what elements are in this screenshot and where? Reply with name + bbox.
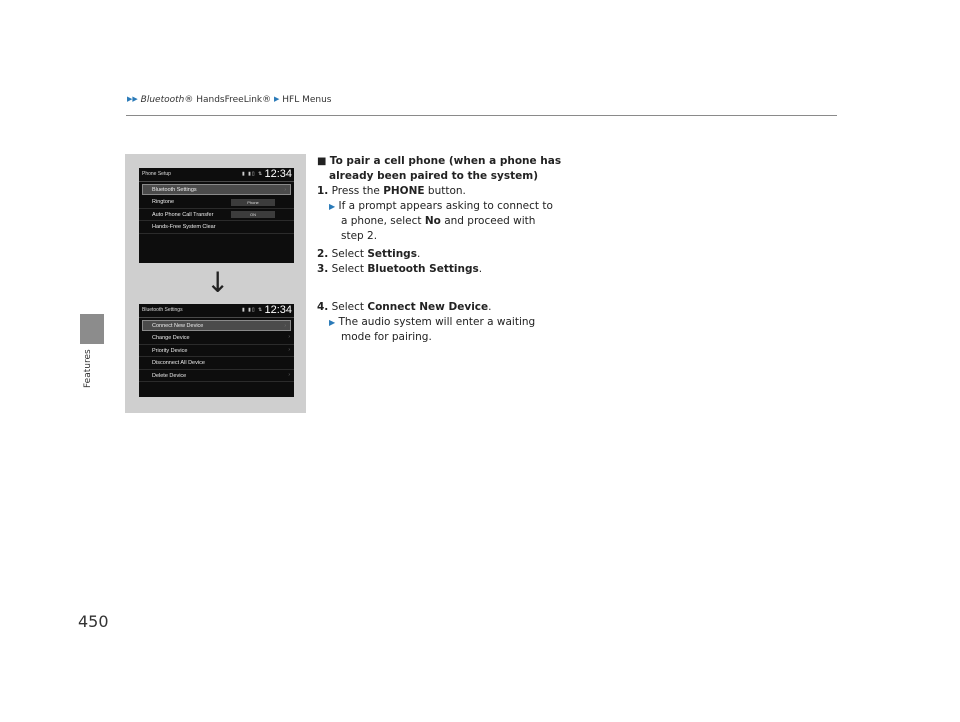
note-bold: No bbox=[424, 215, 441, 227]
breadcrumb-arrow-icon: ▶▶ bbox=[127, 95, 138, 103]
step-1 bbox=[317, 184, 553, 244]
menu-item-bluetooth-settings[interactable] bbox=[142, 184, 291, 195]
step-text: button. bbox=[424, 185, 466, 197]
breadcrumb-part1[interactable]: Bluetooth bbox=[140, 95, 185, 105]
menu-item-label: Disconnect All Device bbox=[152, 360, 205, 366]
menu-item-value: ON bbox=[231, 211, 275, 218]
screen-header bbox=[139, 168, 294, 182]
chevron-right-icon: › bbox=[284, 187, 286, 193]
phone-setup-screen bbox=[139, 168, 294, 263]
section-label: Features bbox=[83, 349, 93, 388]
header-divider bbox=[126, 115, 837, 116]
section-tab bbox=[80, 314, 104, 344]
breadcrumb-arrow-icon: ▶ bbox=[274, 95, 280, 103]
menu-item-priority-device[interactable] bbox=[139, 345, 294, 358]
breadcrumb-part1-suffix[interactable]: ® HandsFreeLink® bbox=[184, 95, 272, 105]
menu-item-change-device[interactable] bbox=[139, 332, 294, 345]
menu-item-disconnect-all[interactable] bbox=[139, 357, 294, 370]
menu-item-system-clear[interactable] bbox=[139, 221, 294, 234]
step-text: . bbox=[478, 263, 483, 275]
step-number: 1. bbox=[317, 185, 329, 197]
bluetooth-settings-screen bbox=[139, 304, 294, 397]
heading-line2: already been paired to the system) bbox=[329, 170, 539, 182]
menu-item-label: Ringtone bbox=[152, 199, 175, 205]
screen-header bbox=[139, 304, 294, 318]
step-bold: Connect New Device bbox=[367, 301, 489, 313]
chevron-right-icon: › bbox=[284, 323, 286, 329]
step-text: . bbox=[488, 301, 492, 313]
step-bold: Settings bbox=[367, 248, 417, 260]
note-arrow-icon: ▶ bbox=[329, 202, 336, 211]
step-bold: Bluetooth Settings bbox=[367, 263, 479, 275]
chevron-right-icon: › bbox=[288, 371, 290, 378]
square-bullet-icon: ■ bbox=[317, 156, 327, 167]
note-text: If a prompt appears asking to connect to bbox=[338, 200, 553, 212]
step-text: Press the bbox=[331, 185, 384, 197]
screen-title: Bluetooth Settings bbox=[142, 307, 183, 313]
breadcrumb bbox=[127, 95, 332, 105]
menu-item-label: Auto Phone Call Transfer bbox=[152, 211, 214, 218]
step-text: Select bbox=[331, 248, 368, 260]
note-text: and proceed with bbox=[440, 215, 536, 227]
screen-clock: 12:34 bbox=[264, 304, 292, 316]
step-number: 2. bbox=[317, 248, 329, 260]
instruction-heading bbox=[317, 154, 561, 184]
menu-item-label: Bluetooth Settings bbox=[152, 187, 197, 193]
step-text: Select bbox=[331, 301, 368, 313]
heading-line1: To pair a cell phone (when a phone has bbox=[329, 155, 562, 167]
step-bold: PHONE bbox=[383, 185, 425, 197]
chevron-right-icon: › bbox=[288, 334, 290, 340]
menu-item-label: Hands-Free System Clear bbox=[152, 224, 216, 230]
note-text: The audio system will enter a waiting bbox=[338, 316, 536, 328]
menu-item-label: Delete Device bbox=[152, 372, 187, 379]
note-text: mode for pairing. bbox=[341, 331, 432, 343]
breadcrumb-part2[interactable]: HFL Menus bbox=[282, 95, 332, 105]
chevron-right-icon: › bbox=[288, 346, 290, 353]
step-text: Select bbox=[331, 263, 368, 275]
status-icons: ▮ ▮▯ ⇅ bbox=[242, 307, 264, 313]
status-icons: ▮ ▮▯ ⇅ bbox=[242, 171, 264, 177]
arrow-down-icon: ↓ bbox=[206, 266, 230, 299]
menu-item-connect-new-device[interactable] bbox=[142, 320, 291, 331]
menu-item-auto-transfer[interactable] bbox=[139, 209, 294, 222]
menu-item-delete-device[interactable] bbox=[139, 370, 294, 383]
step-number: 4. bbox=[317, 301, 329, 313]
note-arrow-icon: ▶ bbox=[329, 318, 336, 327]
step-4 bbox=[317, 300, 535, 345]
page-number: 450 bbox=[78, 612, 109, 631]
menu-item-label: Priority Device bbox=[152, 347, 188, 354]
screen-title: Phone Setup bbox=[142, 171, 171, 177]
step-number: 3. bbox=[317, 263, 329, 275]
menu-item-label: Connect New Device bbox=[152, 323, 204, 329]
menu-item-ringtone[interactable] bbox=[139, 196, 294, 209]
step-text: . bbox=[416, 248, 421, 260]
note-text: a phone, select bbox=[341, 215, 425, 227]
step-2 bbox=[317, 247, 482, 277]
screen-illustration bbox=[125, 154, 306, 413]
menu-item-label: Change Device bbox=[152, 335, 190, 341]
screen-clock: 12:34 bbox=[264, 168, 292, 180]
menu-item-value: Phone bbox=[231, 199, 275, 206]
note-text: step 2. bbox=[341, 230, 378, 242]
